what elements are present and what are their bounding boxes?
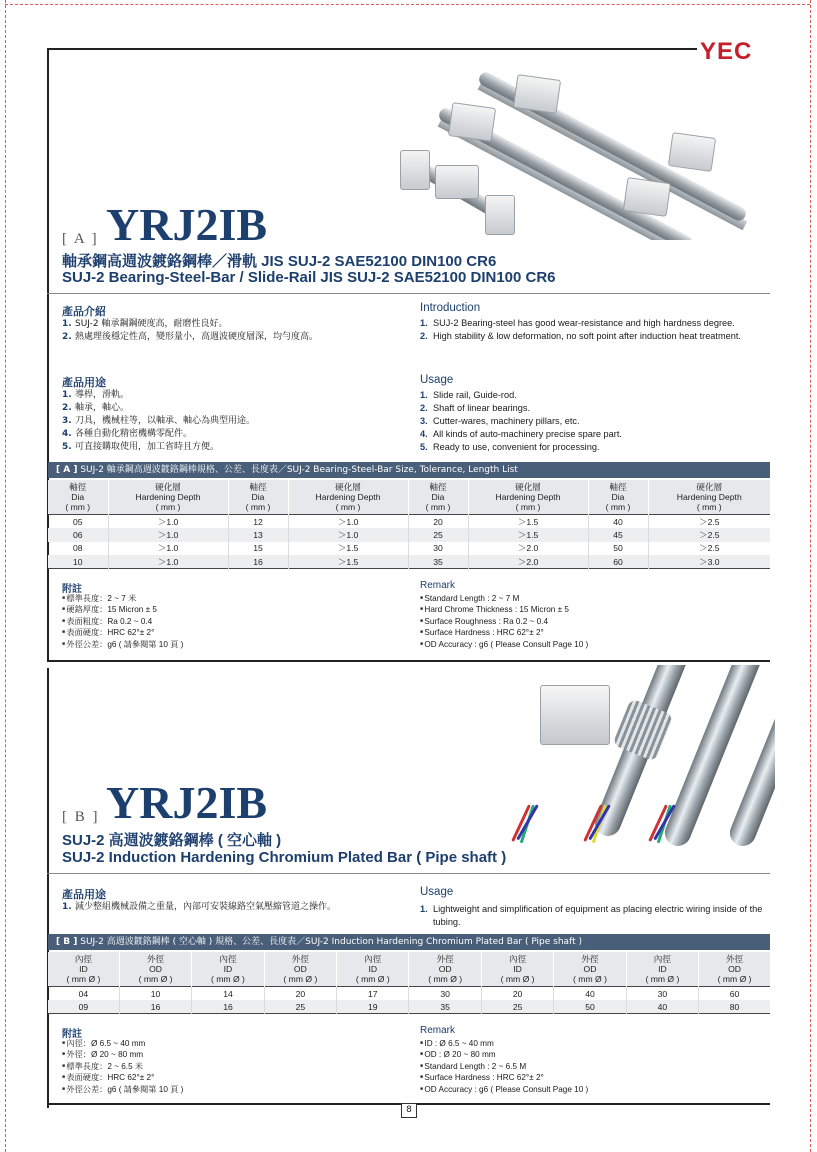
table-header-row: 內徑 ID ( mm Ø ) 外徑 OD ( mm Ø ) 內徑 ID ( mm Ø ) 外徑 OD ( mm Ø ) 內徑 ID ( mm Ø ) 外徑 OD ( mm Ø ) 內徑 ID ( mm Ø ) 外徑 OD ( mm Ø ) 內徑 ID ( mm Ø ) 外徑 OD ( mm Ø ) (48, 952, 770, 987)
section-a-subtitle-zh: 軸承鋼高週波鍍鉻鋼棒／滑軌 JIS SUJ-2 SAE52100 DIN100 CR6 (62, 253, 497, 270)
list-item: ■ 表面硬度：HRC 62°± 2° (62, 627, 183, 638)
table-row: 10 ＞1.0 16 ＞1.5 35 ＞2.0 60 ＞3.0 (48, 555, 770, 569)
remark-b-list-zh (62, 1038, 183, 1095)
table-header-row: 軸徑 Dia ( mm ) 硬化層 Hardening Depth ( mm ) 軸徑 Dia ( mm ) 硬化層 Hardening Depth ( mm ) 軸徑 Dia ( mm ) 硬化層 Hardening Depth ( mm ) 軸徑 Dia ( mm ) 硬化層 Hardening Depth ( mm ) (48, 480, 770, 515)
usage-list-en (420, 389, 770, 454)
list-item: ■ Surface Hardness : HRC 62°± 2° (420, 627, 588, 638)
remark-a-title-en: Remark (420, 580, 456, 591)
usage-title-en: Usage (420, 374, 454, 386)
list-item: ■ 表面粗度：Ra 0.2 ~ 0.4 (62, 616, 183, 627)
list-item: ■ OD Accuracy : g6 ( Please Consult Page 10 ) (420, 639, 588, 650)
list-item: ■ 標準長度：2 ~ 6.5 米 (62, 1061, 183, 1072)
list-item: ■ Surface Roughness : Ra 0.2 ~ 0.4 (420, 616, 588, 627)
list-item: 3. Cutter-wares, machinery pillars, etc. (420, 416, 580, 426)
list-item: ■ OD : Ø 20 ~ 80 mm (420, 1049, 588, 1060)
list-item: ■ Hard Chrome Thickness : 15 Micron ± 5 (420, 604, 588, 615)
table-b (48, 952, 770, 1014)
usage-b-title-en: Usage (420, 886, 454, 898)
list-item: 5. Ready to use, convenient for processing. (420, 442, 600, 452)
table-b-title: [ B ] SUJ-2 高週波鍍鉻鋼棒 ( 空心軸 ) 規格、公差、長度表／SUJ-2 Induction Hardening Chromium Plated Bar ( Pipe shaft ) (48, 934, 770, 950)
section-b-subtitle-zh: SUJ-2 高週波鍍鉻鋼棒 ( 空心軸 ) (62, 832, 282, 849)
product-image-slide-rails (390, 55, 770, 240)
list-item: ■ Standard Length : 2 ~ 7 M (420, 593, 588, 604)
list-item: ■ 硬鉻厚度：15 Micron ± 5 (62, 604, 183, 615)
list-item: 2. 軸承，軸心。 (62, 403, 130, 413)
list-item: 2. High stability & low deformation, no soft point after induction heat treatment. (420, 331, 741, 341)
usage-title-zh: 產品用途 (62, 376, 106, 389)
list-item: ■ Surface Hardness : HRC 62°± 2° (420, 1072, 588, 1083)
list-item: ■ ID : Ø 6.5 ~ 40 mm (420, 1038, 588, 1049)
remark-b-title-en: Remark (420, 1025, 456, 1036)
usage-b-title-zh: 產品用途 (62, 888, 106, 901)
list-item: 1. Slide rail, Guide-rod. (420, 390, 517, 400)
section-a-subtitle-en: SUJ-2 Bearing-Steel-Bar / Slide-Rail JIS SUJ-2 SAE52100 DIN100 CR6 (62, 269, 556, 286)
list-item: 4. 各種自動化精密機構零配件。 (62, 429, 193, 439)
frame-left-bottom (47, 668, 49, 1108)
usage-b-list-zh (62, 901, 412, 914)
table-a-title: [ A ] SUJ-2 軸承鋼高週波鍍鉻鋼棒規格、公差、長度表／SUJ-2 Bearing-Steel-Bar Size, Tolerance, Length List (48, 462, 770, 478)
list-item: ■ 表面硬度：HRC 62°± 2° (62, 1072, 183, 1083)
list-item: 4. All kinds of auto-machinery precise spare part. (420, 429, 622, 439)
list-item: ■ 內徑：Ø 6.5 ~ 40 mm (62, 1038, 183, 1049)
list-item: 2. 熱處理後穩定性高，變形量小，高週波硬度層深，均勻度高。 (62, 332, 319, 342)
list-item: ■ 外徑：Ø 20 ~ 80 mm (62, 1049, 183, 1060)
section-b-rule (47, 873, 770, 874)
list-item: 3. 刀具，機械柱等，以軸承、軸心為典型用途。 (62, 416, 256, 426)
table-a (48, 480, 770, 569)
intro-list-zh (62, 318, 412, 344)
list-item: ■ Standard Length : 2 ~ 6.5 M (420, 1061, 588, 1072)
list-item: 1. 減少整組機械設備之重量，內部可安裝線路空氣壓縮管道之操作。 (62, 902, 337, 912)
remark-a-list-zh (62, 593, 183, 650)
trim-line-right (810, 0, 811, 1152)
intro-title-zh: 產品介紹 (62, 305, 106, 318)
table-row: 05 ＞1.0 12 ＞1.0 20 ＞1.5 40 ＞2.5 (48, 515, 770, 529)
table-row: 06 ＞1.0 13 ＞1.0 25 ＞1.5 45 ＞2.5 (48, 528, 770, 542)
frame-top-line (47, 48, 697, 50)
brand-logo: YEC (700, 38, 753, 65)
remark-a-title-zh: 附註 (62, 584, 82, 595)
intro-list-en (420, 317, 770, 343)
trim-line-top (5, 4, 810, 5)
product-image-pipe-shafts (490, 665, 775, 855)
list-item: 5. 可直接購取使用，加工省時且方便。 (62, 442, 220, 452)
page-number: 8 (401, 1103, 417, 1118)
remark-b-title-zh: 附註 (62, 1029, 82, 1040)
list-item: ■ 外徑公差：g6 ( 請參閱第 10 頁 ) (62, 639, 183, 650)
usage-b-list-en (420, 903, 770, 929)
list-item: 1. SUJ-2 軸承鋼鋼硬度高，耐磨性良好。 (62, 319, 228, 329)
list-item: 1. Lightweight and simplification of equipment as placing electric wiring inside of the tubing. (420, 904, 763, 927)
usage-list-zh (62, 389, 412, 454)
frame-section-divider (47, 660, 770, 662)
list-item: 1. 導桿，滑軌。 (62, 390, 130, 400)
section-b-subtitle-en: SUJ-2 Induction Hardening Chromium Plated Bar ( Pipe shaft ) (62, 849, 507, 866)
trim-line-left (5, 0, 6, 1152)
remark-b-list-en (420, 1038, 588, 1095)
section-b-model: YRJ2IB (106, 777, 268, 828)
list-item: ■ OD Accuracy : g6 ( Please Consult Page 10 ) (420, 1084, 588, 1095)
list-item: ■ 標準長度：2 ~ 7 米 (62, 593, 183, 604)
section-b-prefix: [ B ] (62, 809, 100, 825)
section-a-model: YRJ2IB (106, 199, 268, 250)
intro-title-en: Introduction (420, 302, 481, 314)
remark-a-list-en (420, 593, 588, 650)
list-item: ■ 外徑公差：g6 ( 請參閱第 10 頁 ) (62, 1084, 183, 1095)
table-row: 09 16 16 25 19 35 25 50 40 80 (48, 1000, 770, 1014)
section-a-prefix: [ A ] (62, 231, 99, 247)
list-item: 1. SUJ-2 Bearing-steel has good wear-resistance and high hardness degree. (420, 318, 735, 328)
section-a-rule (47, 293, 770, 294)
list-item: 2. Shaft of linear bearings. (420, 403, 531, 413)
table-row: 04 10 14 20 17 30 20 40 30 60 (48, 987, 770, 1001)
table-row: 08 ＞1.0 15 ＞1.5 30 ＞2.0 50 ＞2.5 (48, 542, 770, 556)
